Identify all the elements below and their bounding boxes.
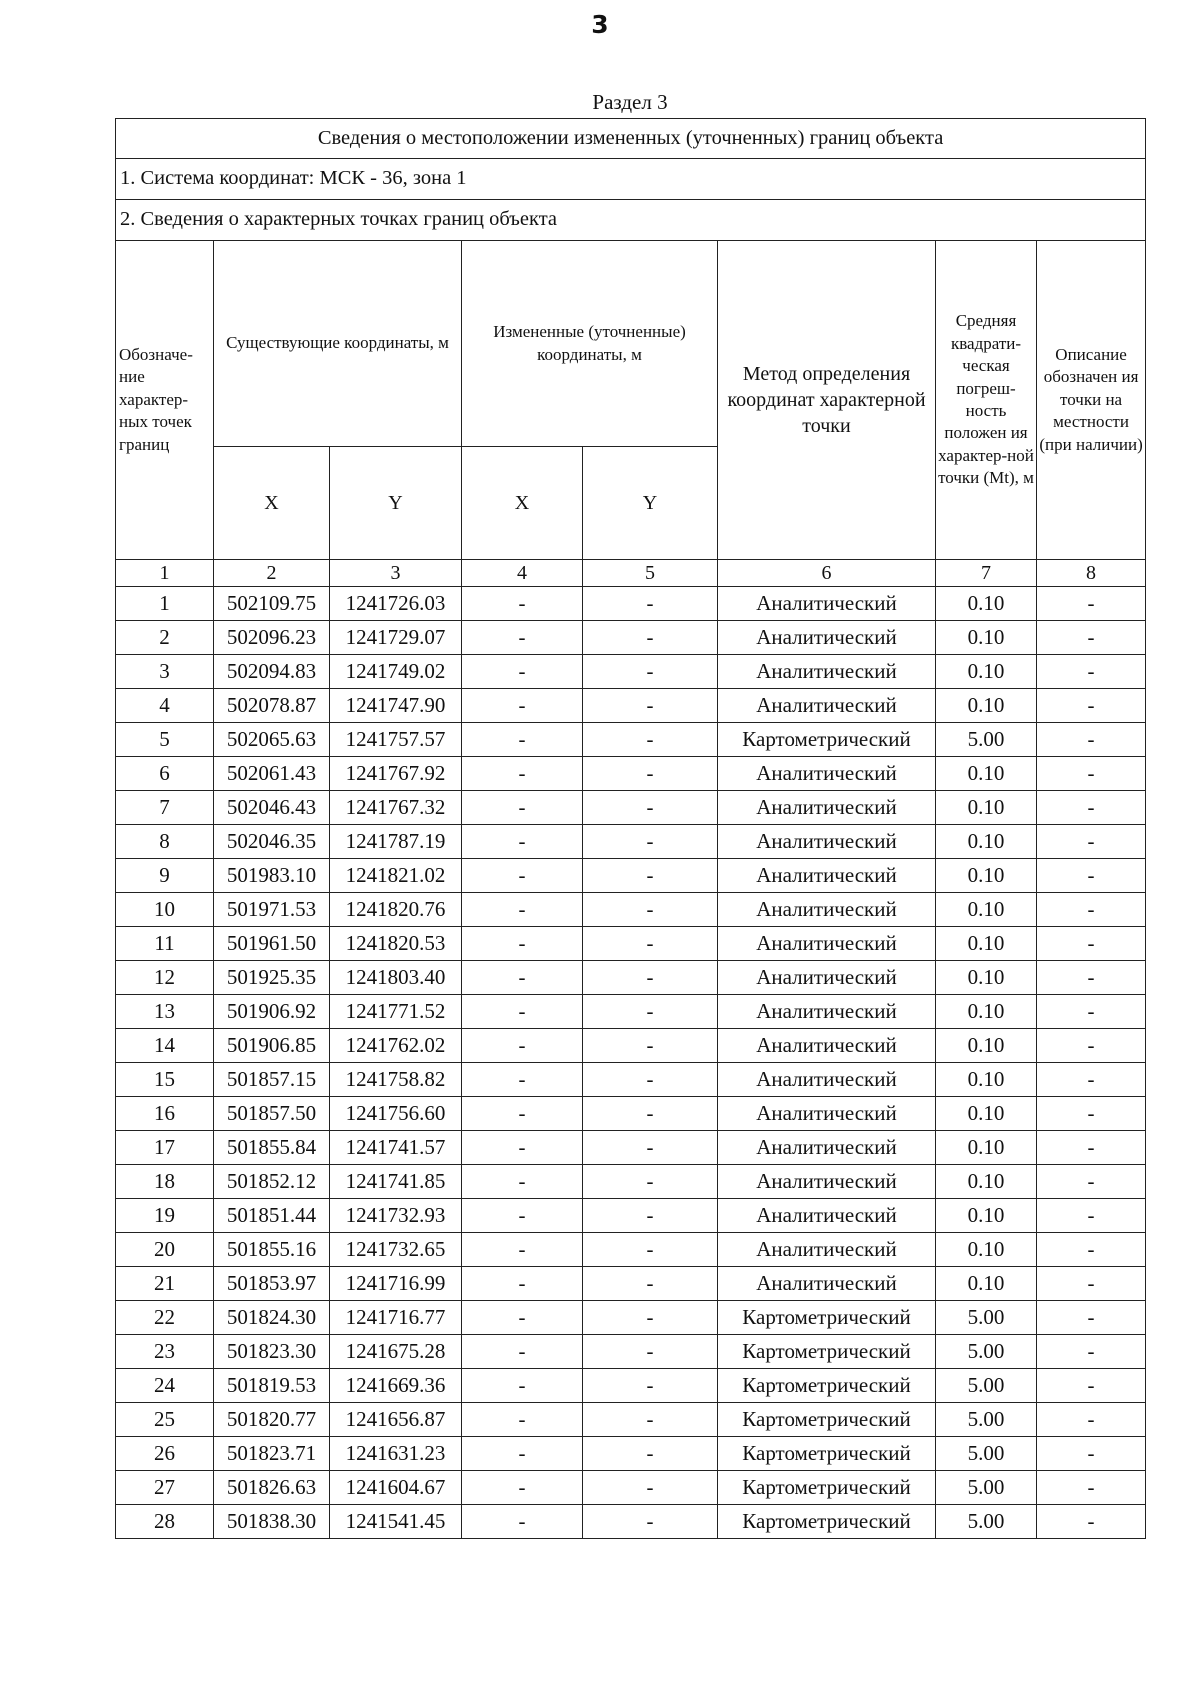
y-changed-cell: - <box>583 791 718 825</box>
y-existing-cell: 1241820.53 <box>330 927 462 961</box>
method-cell: Аналитический <box>718 655 936 689</box>
point-cell: 6 <box>116 757 214 791</box>
x-existing-cell: 501824.30 <box>214 1301 330 1335</box>
header-y-changed: Y <box>583 447 718 560</box>
column-number: 1 <box>116 560 214 587</box>
point-cell: 17 <box>116 1131 214 1165</box>
y-existing-cell: 1241741.85 <box>330 1165 462 1199</box>
x-changed-cell: - <box>462 1097 583 1131</box>
mean-error-cell: 0.10 <box>936 655 1037 689</box>
y-existing-cell: 1241741.57 <box>330 1131 462 1165</box>
y-changed-cell: - <box>583 927 718 961</box>
description-cell: - <box>1037 1437 1146 1471</box>
y-existing-cell: 1241762.02 <box>330 1029 462 1063</box>
mean-error-cell: 5.00 <box>936 1369 1037 1403</box>
x-changed-cell: - <box>462 1471 583 1505</box>
description-cell: - <box>1037 1369 1146 1403</box>
point-cell: 14 <box>116 1029 214 1063</box>
y-changed-cell: - <box>583 723 718 757</box>
x-existing-cell: 501852.12 <box>214 1165 330 1199</box>
table-row <box>116 927 1146 961</box>
method-cell: Аналитический <box>718 791 936 825</box>
mean-error-cell: 0.10 <box>936 1165 1037 1199</box>
x-existing-cell: 502078.87 <box>214 689 330 723</box>
x-changed-cell: - <box>462 859 583 893</box>
x-existing-cell: 501855.84 <box>214 1131 330 1165</box>
x-existing-cell: 501819.53 <box>214 1369 330 1403</box>
x-changed-cell: - <box>462 1131 583 1165</box>
point-cell: 21 <box>116 1267 214 1301</box>
x-changed-cell: - <box>462 1233 583 1267</box>
x-changed-cell: - <box>462 961 583 995</box>
x-changed-cell: - <box>462 1029 583 1063</box>
table-row <box>116 995 1146 1029</box>
section-caption: Раздел 3 <box>592 90 668 114</box>
method-cell: Аналитический <box>718 1267 936 1301</box>
point-cell: 7 <box>116 791 214 825</box>
title-row <box>116 119 1146 159</box>
description-cell: - <box>1037 859 1146 893</box>
table-row <box>116 893 1146 927</box>
y-changed-cell: - <box>583 1233 718 1267</box>
header-changed-coords: Измененные (уточненные) координаты, м <box>462 241 718 447</box>
x-existing-cell: 501906.85 <box>214 1029 330 1063</box>
point-cell: 25 <box>116 1403 214 1437</box>
x-existing-cell: 501983.10 <box>214 859 330 893</box>
y-changed-cell: - <box>583 1097 718 1131</box>
column-number: 6 <box>718 560 936 587</box>
y-changed-cell: - <box>583 859 718 893</box>
point-cell: 22 <box>116 1301 214 1335</box>
table-row <box>116 723 1146 757</box>
x-existing-cell: 501851.44 <box>214 1199 330 1233</box>
table-row <box>116 1131 1146 1165</box>
header-x-changed: X <box>462 447 583 560</box>
method-cell: Аналитический <box>718 689 936 723</box>
method-cell: Аналитический <box>718 995 936 1029</box>
y-changed-cell: - <box>583 1335 718 1369</box>
x-changed-cell: - <box>462 825 583 859</box>
y-changed-cell: - <box>583 1437 718 1471</box>
y-changed-cell: - <box>583 1199 718 1233</box>
x-existing-cell: 502065.63 <box>214 723 330 757</box>
y-existing-cell: 1241767.32 <box>330 791 462 825</box>
mean-error-cell: 0.10 <box>936 1097 1037 1131</box>
description-cell: - <box>1037 655 1146 689</box>
mean-error-cell: 0.10 <box>936 1199 1037 1233</box>
x-existing-cell: 502094.83 <box>214 655 330 689</box>
x-changed-cell: - <box>462 1403 583 1437</box>
header-y-existing: Y <box>330 447 462 560</box>
x-changed-cell: - <box>462 995 583 1029</box>
y-existing-cell: 1241821.02 <box>330 859 462 893</box>
y-changed-cell: - <box>583 1471 718 1505</box>
y-existing-cell: 1241732.93 <box>330 1199 462 1233</box>
description-cell: - <box>1037 791 1146 825</box>
table-row <box>116 655 1146 689</box>
point-cell: 10 <box>116 893 214 927</box>
table-row <box>116 1097 1146 1131</box>
table-row <box>116 1199 1146 1233</box>
column-number: 3 <box>330 560 462 587</box>
description-cell: - <box>1037 621 1146 655</box>
description-cell: - <box>1037 1505 1146 1539</box>
y-existing-cell: 1241757.57 <box>330 723 462 757</box>
description-cell: - <box>1037 961 1146 995</box>
mean-error-cell: 0.10 <box>936 621 1037 655</box>
table-row <box>116 587 1146 621</box>
method-cell: Аналитический <box>718 927 936 961</box>
mean-error-cell: 0.10 <box>936 1029 1037 1063</box>
y-changed-cell: - <box>583 757 718 791</box>
x-changed-cell: - <box>462 893 583 927</box>
x-changed-cell: - <box>462 791 583 825</box>
y-existing-cell: 1241803.40 <box>330 961 462 995</box>
column-number: 7 <box>936 560 1037 587</box>
y-changed-cell: - <box>583 893 718 927</box>
method-cell: Аналитический <box>718 1199 936 1233</box>
point-cell: 15 <box>116 1063 214 1097</box>
method-cell: Аналитический <box>718 1233 936 1267</box>
method-cell: Картометрический <box>718 1437 936 1471</box>
y-changed-cell: - <box>583 1267 718 1301</box>
y-changed-cell: - <box>583 1165 718 1199</box>
x-existing-cell: 502096.23 <box>214 621 330 655</box>
x-changed-cell: - <box>462 1437 583 1471</box>
x-changed-cell: - <box>462 1505 583 1539</box>
method-cell: Аналитический <box>718 757 936 791</box>
method-cell: Картометрический <box>718 1301 936 1335</box>
y-existing-cell: 1241631.23 <box>330 1437 462 1471</box>
column-number: 5 <box>583 560 718 587</box>
point-cell: 9 <box>116 859 214 893</box>
column-number: 2 <box>214 560 330 587</box>
x-existing-cell: 501857.15 <box>214 1063 330 1097</box>
table-row <box>116 1233 1146 1267</box>
description-cell: - <box>1037 1063 1146 1097</box>
mean-error-cell: 0.10 <box>936 587 1037 621</box>
y-changed-cell: - <box>583 689 718 723</box>
mean-error-cell: 5.00 <box>936 1505 1037 1539</box>
x-existing-cell: 501838.30 <box>214 1505 330 1539</box>
method-cell: Картометрический <box>718 1335 936 1369</box>
mean-error-cell: 5.00 <box>936 1437 1037 1471</box>
header-description: Описание обозначен ия точки на местности (при наличии) <box>1037 241 1146 560</box>
coordinate-system: 1. Система координат: МСК - 36, зона 1 <box>116 159 1146 200</box>
method-cell: Аналитический <box>718 961 936 995</box>
table-row <box>116 859 1146 893</box>
x-existing-cell: 501823.71 <box>214 1437 330 1471</box>
mean-error-cell: 0.10 <box>936 893 1037 927</box>
method-cell: Аналитический <box>718 1029 936 1063</box>
description-cell: - <box>1037 757 1146 791</box>
point-cell: 18 <box>116 1165 214 1199</box>
description-cell: - <box>1037 587 1146 621</box>
method-cell: Аналитический <box>718 1131 936 1165</box>
table-row <box>116 1301 1146 1335</box>
table-row <box>116 1029 1146 1063</box>
description-cell: - <box>1037 1097 1146 1131</box>
method-cell: Аналитический <box>718 893 936 927</box>
header-method: Метод определения координат характерной точки <box>718 241 936 560</box>
y-changed-cell: - <box>583 825 718 859</box>
points-heading: 2. Сведения о характерных точках границ объекта <box>116 200 1146 241</box>
method-cell: Аналитический <box>718 621 936 655</box>
point-cell: 16 <box>116 1097 214 1131</box>
x-existing-cell: 501855.16 <box>214 1233 330 1267</box>
y-existing-cell: 1241669.36 <box>330 1369 462 1403</box>
x-existing-cell: 501925.35 <box>214 961 330 995</box>
x-existing-cell: 501906.92 <box>214 995 330 1029</box>
y-existing-cell: 1241675.28 <box>330 1335 462 1369</box>
table-row <box>116 1403 1146 1437</box>
mean-error-cell: 5.00 <box>936 1335 1037 1369</box>
header-existing-coords: Существующие координаты, м <box>214 241 462 447</box>
description-cell: - <box>1037 689 1146 723</box>
description-cell: - <box>1037 1335 1146 1369</box>
column-number: 8 <box>1037 560 1146 587</box>
mean-error-cell: 5.00 <box>936 1403 1037 1437</box>
y-existing-cell: 1241767.92 <box>330 757 462 791</box>
point-cell: 24 <box>116 1369 214 1403</box>
y-changed-cell: - <box>583 1029 718 1063</box>
y-changed-cell: - <box>583 995 718 1029</box>
y-existing-cell: 1241732.65 <box>330 1233 462 1267</box>
x-existing-cell: 501971.53 <box>214 893 330 927</box>
point-cell: 2 <box>116 621 214 655</box>
y-existing-cell: 1241771.52 <box>330 995 462 1029</box>
method-cell: Аналитический <box>718 1097 936 1131</box>
y-existing-cell: 1241729.07 <box>330 621 462 655</box>
table-title: Сведения о местоположении измененных (уточненных) границ объекта <box>116 119 1146 159</box>
y-existing-cell: 1241758.82 <box>330 1063 462 1097</box>
y-changed-cell: - <box>583 1131 718 1165</box>
point-cell: 8 <box>116 825 214 859</box>
table-row <box>116 961 1146 995</box>
mean-error-cell: 0.10 <box>936 859 1037 893</box>
point-cell: 13 <box>116 995 214 1029</box>
method-cell: Картометрический <box>718 1505 936 1539</box>
mean-error-cell: 5.00 <box>936 1301 1037 1335</box>
point-cell: 12 <box>116 961 214 995</box>
y-changed-cell: - <box>583 1063 718 1097</box>
description-cell: - <box>1037 723 1146 757</box>
y-changed-cell: - <box>583 655 718 689</box>
description-cell: - <box>1037 1199 1146 1233</box>
x-existing-cell: 501853.97 <box>214 1267 330 1301</box>
x-changed-cell: - <box>462 757 583 791</box>
table-row <box>116 1063 1146 1097</box>
y-changed-cell: - <box>583 587 718 621</box>
header-x-existing: X <box>214 447 330 560</box>
method-cell: Картометрический <box>718 1471 936 1505</box>
mean-error-cell: 0.10 <box>936 791 1037 825</box>
table-row <box>116 1267 1146 1301</box>
mean-error-cell: 0.10 <box>936 1131 1037 1165</box>
method-cell: Картометрический <box>718 1369 936 1403</box>
y-existing-cell: 1241716.77 <box>330 1301 462 1335</box>
x-changed-cell: - <box>462 655 583 689</box>
point-cell: 3 <box>116 655 214 689</box>
x-existing-cell: 502061.43 <box>214 757 330 791</box>
y-changed-cell: - <box>583 961 718 995</box>
y-existing-cell: 1241747.90 <box>330 689 462 723</box>
column-number: 4 <box>462 560 583 587</box>
mean-error-cell: 0.10 <box>936 927 1037 961</box>
table-row <box>116 1369 1146 1403</box>
header-mean-error: Средняя квадрати-ческая погреш-ность положен ия характер-ной точки (Mt), м <box>936 241 1037 560</box>
method-cell: Аналитический <box>718 859 936 893</box>
mean-error-cell: 0.10 <box>936 757 1037 791</box>
x-existing-cell: 501826.63 <box>214 1471 330 1505</box>
point-cell: 4 <box>116 689 214 723</box>
header-row-main <box>116 241 1146 447</box>
y-existing-cell: 1241820.76 <box>330 893 462 927</box>
point-cell: 19 <box>116 1199 214 1233</box>
table-row <box>116 1471 1146 1505</box>
y-changed-cell: - <box>583 1505 718 1539</box>
mean-error-cell: 0.10 <box>936 1233 1037 1267</box>
table-body <box>116 119 1146 1539</box>
mean-error-cell: 0.10 <box>936 689 1037 723</box>
header-point-designation: Обозначе-ние характер-ных точек границ <box>116 241 214 560</box>
x-changed-cell: - <box>462 1199 583 1233</box>
table-row <box>116 825 1146 859</box>
x-existing-cell: 502046.35 <box>214 825 330 859</box>
table-row <box>116 1505 1146 1539</box>
y-existing-cell: 1241541.45 <box>330 1505 462 1539</box>
description-cell: - <box>1037 995 1146 1029</box>
y-changed-cell: - <box>583 1369 718 1403</box>
description-cell: - <box>1037 1403 1146 1437</box>
x-existing-cell: 502046.43 <box>214 791 330 825</box>
x-changed-cell: - <box>462 1063 583 1097</box>
description-cell: - <box>1037 1233 1146 1267</box>
x-changed-cell: - <box>462 723 583 757</box>
table-row <box>116 1165 1146 1199</box>
table-row <box>116 1335 1146 1369</box>
x-changed-cell: - <box>462 1369 583 1403</box>
x-changed-cell: - <box>462 1335 583 1369</box>
mean-error-cell: 5.00 <box>936 723 1037 757</box>
points-heading-row <box>116 200 1146 241</box>
mean-error-cell: 5.00 <box>936 1471 1037 1505</box>
table-row <box>116 1437 1146 1471</box>
mean-error-cell: 0.10 <box>936 1267 1037 1301</box>
description-cell: - <box>1037 1165 1146 1199</box>
point-cell: 5 <box>116 723 214 757</box>
y-existing-cell: 1241787.19 <box>330 825 462 859</box>
description-cell: - <box>1037 1131 1146 1165</box>
method-cell: Аналитический <box>718 587 936 621</box>
method-cell: Картометрический <box>718 1403 936 1437</box>
method-cell: Картометрический <box>718 723 936 757</box>
description-cell: - <box>1037 1267 1146 1301</box>
description-cell: - <box>1037 1029 1146 1063</box>
table-row <box>116 791 1146 825</box>
x-changed-cell: - <box>462 689 583 723</box>
y-existing-cell: 1241604.67 <box>330 1471 462 1505</box>
x-existing-cell: 501820.77 <box>214 1403 330 1437</box>
table-row <box>116 621 1146 655</box>
description-cell: - <box>1037 1301 1146 1335</box>
description-cell: - <box>1037 893 1146 927</box>
y-changed-cell: - <box>583 621 718 655</box>
y-existing-cell: 1241726.03 <box>330 587 462 621</box>
x-existing-cell: 501823.30 <box>214 1335 330 1369</box>
method-cell: Аналитический <box>718 825 936 859</box>
point-cell: 28 <box>116 1505 214 1539</box>
mean-error-cell: 0.10 <box>936 825 1037 859</box>
y-changed-cell: - <box>583 1403 718 1437</box>
table-row <box>116 757 1146 791</box>
x-existing-cell: 501961.50 <box>214 927 330 961</box>
point-cell: 20 <box>116 1233 214 1267</box>
description-cell: - <box>1037 1471 1146 1505</box>
description-cell: - <box>1037 825 1146 859</box>
method-cell: Аналитический <box>718 1063 936 1097</box>
y-changed-cell: - <box>583 1301 718 1335</box>
point-cell: 27 <box>116 1471 214 1505</box>
x-existing-cell: 501857.50 <box>214 1097 330 1131</box>
x-changed-cell: - <box>462 927 583 961</box>
y-existing-cell: 1241656.87 <box>330 1403 462 1437</box>
y-existing-cell: 1241716.99 <box>330 1267 462 1301</box>
point-cell: 23 <box>116 1335 214 1369</box>
y-existing-cell: 1241749.02 <box>330 655 462 689</box>
method-cell: Аналитический <box>718 1165 936 1199</box>
point-cell: 11 <box>116 927 214 961</box>
x-changed-cell: - <box>462 1165 583 1199</box>
mean-error-cell: 0.10 <box>936 1063 1037 1097</box>
x-changed-cell: - <box>462 587 583 621</box>
point-cell: 1 <box>116 587 214 621</box>
coordinate-system-row <box>116 159 1146 200</box>
point-cell: 26 <box>116 1437 214 1471</box>
x-changed-cell: - <box>462 1301 583 1335</box>
x-changed-cell: - <box>462 621 583 655</box>
mean-error-cell: 0.10 <box>936 995 1037 1029</box>
y-existing-cell: 1241756.60 <box>330 1097 462 1131</box>
coordinates-table <box>115 118 1146 1539</box>
table-row <box>116 689 1146 723</box>
page-number: 3 <box>591 10 609 39</box>
x-existing-cell: 502109.75 <box>214 587 330 621</box>
column-number-row <box>116 560 1146 587</box>
mean-error-cell: 0.10 <box>936 961 1037 995</box>
x-changed-cell: - <box>462 1267 583 1301</box>
description-cell: - <box>1037 927 1146 961</box>
